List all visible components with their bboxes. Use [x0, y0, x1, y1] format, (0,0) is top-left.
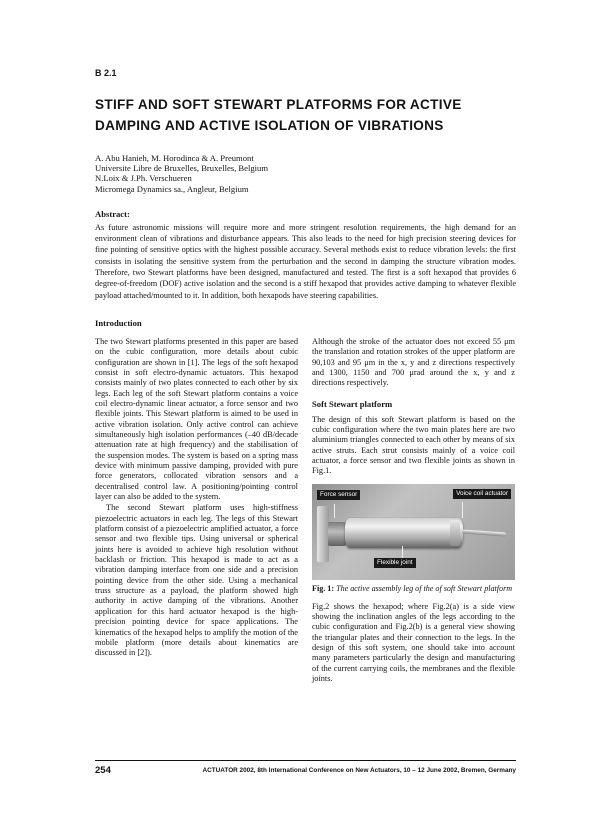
leader-line [462, 502, 463, 518]
figure-1-caption [312, 584, 515, 594]
section-code: B 2.1 [95, 68, 117, 78]
left-column [95, 337, 298, 685]
figure-ring-shape [450, 520, 460, 546]
figure-1-photo [312, 484, 515, 580]
leader-line [402, 546, 403, 558]
right-column [312, 337, 515, 685]
page-footer [95, 760, 516, 776]
author-block [95, 153, 516, 194]
abstract-heading: Abstract: [95, 208, 130, 219]
figure-caption-label: Fig. 1: [312, 583, 335, 593]
intro-paragraph-1: The two Stewart platforms presented in this paper are based on the cubic configuration, more details about cubic configuration are shown in [1]. The legs of the soft hexapod consist in soft electro-dynamic actuators. This hexapod consists mainly of two plates connected to each other by six legs. Each leg of the soft Stewart platform contains a voice coil electro-dynamic linear actuator, a force sensor and two flexible joints. This Stewart platform is aimed to be used in active vibration isolation. Only active control can achieve simultaneously high isolation performances (–40 dB/decade attenuation rate at high frequency) and the stabilisation of the suspension modes. The system is based on a spring mass device with minimum passive damping, provided with pure force generators, collocated vibration sensors and a decentralised control law. A positioning/pointing control layer can also be added to the system. [95, 336, 298, 502]
figure-force-sensor-shape [328, 522, 346, 546]
stroke-paragraph: Although the stroke of the actuator does not exceed 55 μm the translation and rotation strokes of the upper platform are 90,103 and 95 μm in the x, y and z directions respectively and 1300, 1150 and 700 μrad around the x, y and z directions respectively. [312, 336, 515, 388]
paper-title: STIFF AND SOFT STEWART PLATFORMS FOR ACTIVE DAMPING AND ACTIVE ISOLATION OF VIBRATIONS [95, 97, 462, 133]
figure-caption-text: The active assembly leg of the of soft Stewart platform [336, 583, 513, 593]
author-line: A. Abu Hanieh, M. Horodinca & A. Preumont [95, 153, 254, 163]
author-affiliation: Universite Libre de Bruxelles, Bruxelles, Belgium [95, 163, 269, 174]
figure-label-flexible-joint: Flexible joint [374, 558, 416, 568]
page-number: 254 [95, 765, 111, 776]
paper-page [95, 68, 516, 684]
abstract-section [95, 209, 516, 301]
figure-label-force-sensor: Force sensor [317, 490, 360, 500]
leader-line [334, 504, 335, 518]
soft-platform-heading: Soft Stewart platform [312, 398, 393, 409]
introduction-heading: Introduction [95, 317, 142, 328]
figure-voice-coil-shape [345, 518, 463, 548]
conference-info: ACTUATOR 2002, 8th International Conference on New Actuators, 10 – 12 June 2002, Bremen, Germany [202, 767, 516, 774]
abstract-text: As future astronomic missions will require more and more stringent resolution requirements, the high demand for an environment clean of vibrations and disturbance appears. This also leads to the need for high precision steering devices for fine pointing of sensitive optics with the highest possible accuracy. Several methods exist to reduce vibration levels: the first consists in isolating the sensitive system from the perturbation and the second in damping the structure vibration modes. Therefore, two Stewart platforms have been designed, manufactured and tested. The first is a soft hexapod that provides 6 degree-of-freedom (DOF) active isolation and the second is a stiff hexapod that provides active damping to whatever flexible payload attached/mounted to it. In addition, both hexapods have steering capabilities. [95, 222, 516, 300]
design-paragraph: The design of this soft Stewart platform is based on the cubic configuration where the two main plates here are two aluminium triangles connected to each other by means of six active struts. Each strut consists mainly of a voice coil actuator, a force sensor and two flexible joints as shown in Fig.1. [312, 414, 515, 476]
figure-rod-shape [462, 529, 506, 536]
figure-label-voice-coil: Voice coil actuator [453, 489, 511, 499]
fig2-paragraph: Fig.2 shows the hexapod; where Fig.2(a) is a side view showing the inclination angles of the legs according to the cubic configuration and Fig.2(b) is a general view showing the triangular plates and their connection to the legs. In the design of this soft system, one should take into account many parameters particularly the design and manufacturing of the current carrying coils, the membranes and the flexible joints. [312, 601, 515, 684]
intro-paragraph-2: The second Stewart platform uses high-stiffness piezoelectric actuators in each leg. The legs of this Stewart platform consist of a piezoelectric amplified actuator, a force sensor and two flexible tips. Using universal or spherical joints here is avoided to achieve high resolution without backlash or friction. This hexapod is made to act as a vibration damping interface from one side and a precision pointing device from the other side. Using a mechanical truss structure as a payload, the platform showed high authority in active damping of the vibrations. Another application for this hard actuator hexapod is the high-precision pointing device for space applications. The kinematics of the hexapod helps to amplify the motion of the mobile platform (more details about kinematics are discussed in [2]). [95, 503, 298, 658]
author-line: N.Loix & J.Ph. Verschueren [95, 173, 192, 184]
author-affiliation: Micromega Dynamics sa., Angleur, Belgium [95, 183, 249, 194]
two-column-body [95, 337, 516, 685]
